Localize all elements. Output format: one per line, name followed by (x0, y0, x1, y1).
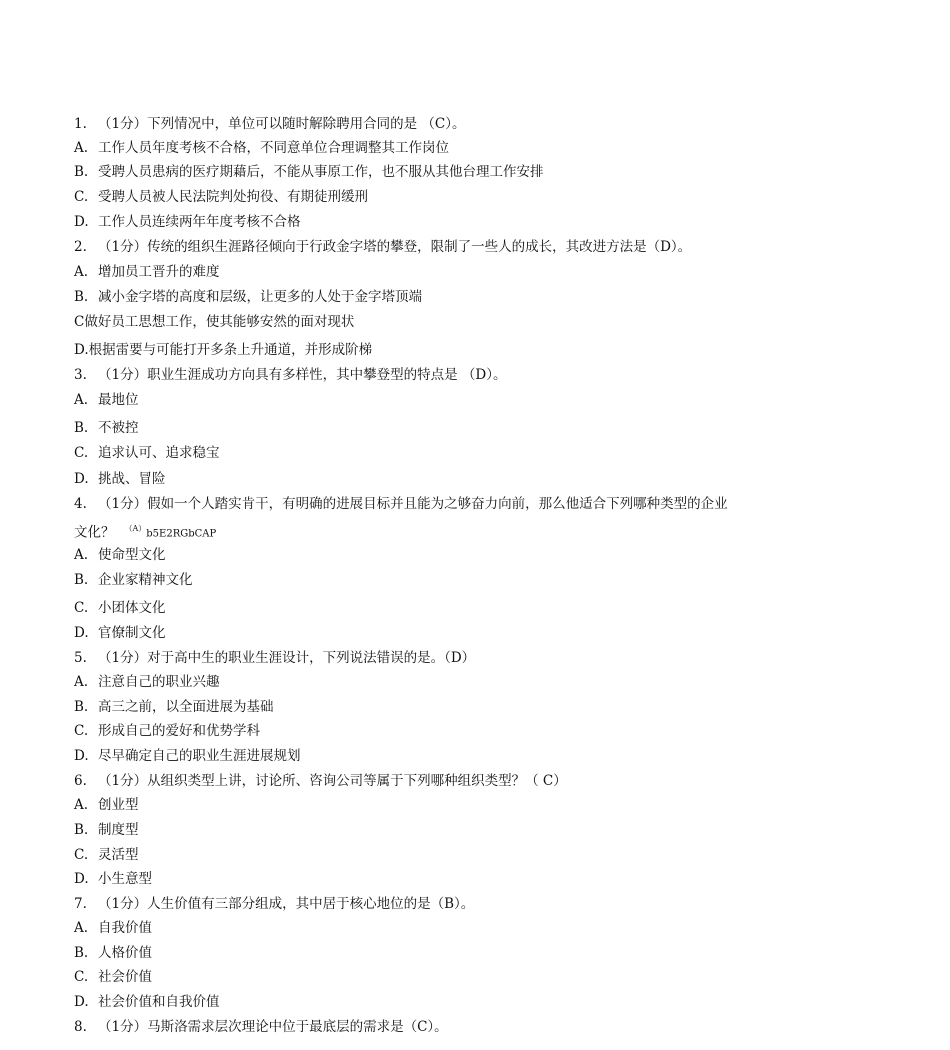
option-letter: B. (74, 289, 89, 305)
option-text: 创业型 (98, 797, 139, 813)
option-text: 自我价值 (98, 920, 152, 936)
question-number: 3. (74, 367, 87, 383)
option-letter: C. (74, 445, 89, 461)
option-letter: C. (74, 189, 89, 205)
question-text: （1分）传统的组织生涯路径倾向于行政金字塔的攀登，限制了一些人的成长，其改进方法是（D）。 (98, 239, 692, 255)
option-text: 人格价值 (98, 945, 152, 961)
question-number: 2. (74, 239, 87, 255)
question-8 (74, 1018, 448, 1036)
option-text: 小生意型 (98, 871, 152, 887)
question-3 (74, 366, 506, 384)
option-3c (74, 444, 220, 462)
question-number: 7. (74, 896, 87, 912)
option-letter: C. (74, 847, 89, 863)
option-5b (74, 698, 274, 716)
question-6 (74, 772, 567, 790)
question-text: （1分）人生价值有三部分组成，其中居于核心地位的是（B）。 (98, 896, 475, 912)
question-number: 1. (74, 116, 87, 132)
option-1b (74, 163, 544, 181)
option-3d (74, 470, 166, 488)
option-text: 减小金字塔的高度和层级，让更多的人处于金字塔顶端 (98, 289, 422, 305)
question-7 (74, 895, 474, 913)
question-number: 6. (74, 773, 87, 789)
question-2 (74, 238, 691, 256)
option-3b (74, 419, 139, 437)
option-4a (74, 546, 166, 564)
option-text: 最地位 (98, 392, 139, 408)
option-text: 工作人员连续两年年度考核不合格 (98, 214, 301, 230)
option-7b (74, 944, 152, 962)
option-4c (74, 599, 166, 617)
option-7d (74, 993, 220, 1011)
option-letter: A. (74, 392, 89, 408)
option-text: 社会价值和自我价值 (98, 994, 220, 1010)
option-5c (74, 722, 260, 740)
option-text: 尽早确定自己的职业生涯进展规划 (98, 748, 301, 764)
option-letter: B. (74, 164, 89, 180)
answer-superscript: （A） (124, 524, 147, 533)
option-text: 官僚制文化 (98, 625, 166, 641)
question-text: （1分）从组织类型上讲，讨论所、咨询公司等属于下列哪种组织类型？（ C） (98, 773, 567, 789)
option-text: 高三之前，以全面进展为基础 (98, 699, 274, 715)
option-7a (74, 919, 152, 937)
question-text: （1分）对于高中生的职业生涯设计，下列说法错误的是。（D） (98, 650, 476, 666)
option-letter: A. (74, 674, 89, 690)
question-4-continued (74, 520, 216, 544)
option-letter: D. (74, 214, 89, 230)
option-2d (74, 341, 372, 359)
document-code: b5E2RGbCAP (146, 528, 217, 540)
option-1c (74, 188, 368, 206)
option-text: 企业家精神文化 (98, 572, 193, 588)
option-text: 追求认可、追求稳宝 (98, 445, 220, 461)
option-letter: D. (74, 871, 89, 887)
option-letter: D. (74, 994, 89, 1010)
option-letter: B. (74, 822, 89, 838)
option-5a (74, 673, 220, 691)
option-text: 注意自己的职业兴趣 (98, 674, 220, 690)
option-letter: B. (74, 572, 89, 588)
option-letter: A. (74, 140, 89, 156)
option-text: 受聘人员被人民法院判处拘役、有期徒刑缓刑 (98, 189, 368, 205)
question-number: 8. (74, 1019, 87, 1035)
question-text: （1分）假如一个人踏实肯干，有明确的进展目标并且能为之够奋力向前，那么他适合下列哪种类型的企业 (98, 496, 728, 512)
option-text: 社会价值 (98, 969, 152, 985)
option-text: D.根据雷要与可能打开多条上升通道，并形成阶梯 (74, 342, 373, 358)
option-text: 增加员工晋升的难度 (98, 264, 220, 280)
question-number: 4. (74, 496, 87, 512)
option-6a (74, 796, 139, 814)
question-1 (74, 115, 465, 133)
option-5d (74, 747, 301, 765)
option-6b (74, 821, 139, 839)
option-letter: D. (74, 748, 89, 764)
option-text: 形成自己的爱好和优势学科 (98, 723, 260, 739)
option-6d (74, 870, 152, 888)
option-text: C做好员工思想工作，使其能够安然的面对现状 (74, 314, 355, 330)
option-letter: B. (74, 699, 89, 715)
option-6c (74, 846, 139, 864)
option-text: 工作人员年度考核不合格，不同意单位合理调整其工作岗位 (98, 140, 449, 156)
option-2b (74, 288, 422, 306)
option-1d (74, 213, 301, 231)
option-2a (74, 263, 220, 281)
option-text: 灵活型 (98, 847, 139, 863)
option-text: 挑战、冒险 (98, 471, 166, 487)
option-1a (74, 139, 449, 157)
option-2c (74, 313, 354, 331)
option-letter: B. (74, 420, 89, 436)
option-letter: D. (74, 625, 89, 641)
option-letter: A. (74, 920, 89, 936)
option-4d (74, 624, 166, 642)
option-letter: A. (74, 264, 89, 280)
option-letter: C. (74, 969, 89, 985)
option-7c (74, 968, 152, 986)
question-number: 5. (74, 650, 87, 666)
question-text: （1分）马斯洛需求层次理论中位于最底层的需求是（C）。 (98, 1019, 448, 1035)
question-5 (74, 649, 475, 667)
option-text: 制度型 (98, 822, 139, 838)
option-text: 小团体文化 (98, 600, 166, 616)
option-text: 受聘人员患病的医疗期藉后，不能从事原工作，也不服从其他台理工作安排 (98, 164, 544, 180)
question-text-continued: 文化？ (74, 524, 115, 541)
option-4b (74, 571, 193, 589)
option-3a (74, 391, 139, 409)
option-letter: A. (74, 797, 89, 813)
option-letter: D. (74, 471, 89, 487)
option-text: 使命型文化 (98, 547, 166, 563)
question-text: （1分）职业生涯成功方向具有多样性，其中攀登型的特点是 （D）。 (98, 367, 507, 383)
question-4 (74, 495, 728, 513)
option-letter: C. (74, 600, 89, 616)
option-letter: C. (74, 723, 89, 739)
option-letter: B. (74, 945, 89, 961)
question-text: （1分）下列情况中，单位可以随时解除聘用合同的是 （C）。 (98, 116, 466, 132)
option-letter: A. (74, 547, 89, 563)
option-text: 不被控 (98, 420, 139, 436)
